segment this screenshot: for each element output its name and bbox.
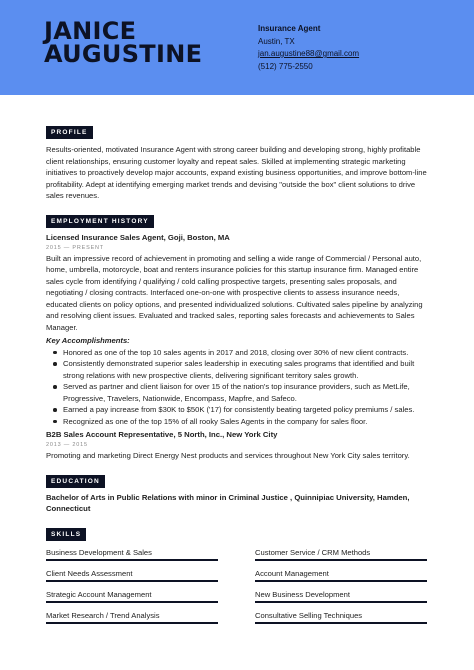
contact-block	[258, 23, 359, 73]
skill-bar	[255, 622, 427, 625]
skill-label: Strategic Account Management	[46, 589, 152, 599]
skill-item	[46, 589, 218, 610]
skill-item	[46, 610, 218, 631]
job-dates: 2015 — PRESENT	[46, 244, 104, 251]
skill-item	[46, 547, 218, 568]
profile-text: Results-oriented, motivated Insurance Agent with strong career building and developing strong, highly profitable client relationships, ensuring customer loyalty and repeat sales. Skilled at implementing strategic marketing initiatives to proactively develop major accounts, expand existing business opportunities, and improve bottom-line profitability. Adept at identifying emerging market trends and devising "outside the box" client solutions to drive sales revenues.	[46, 145, 427, 200]
job-title: B2B Sales Account Representative, 5 North, Inc., New York City	[46, 430, 278, 439]
employment-section	[46, 210, 432, 462]
skill-bar	[255, 580, 427, 583]
skill-bar	[46, 601, 218, 604]
job-description: Built an impressive record of achievement in promoting and selling a wide range of Commercial / Personal auto, home, umbrella, motorcycle, boat and renters insurance policies for this startup insurance firm. Managed entire sales cycle from identifying / qualifying / cold calling prospective targets, presenting sales proposals, and negotiating / closing contracts. Interfaced one-on-one with prospective clients to assess insurance needs, educated clients on policy options, and presented individualized solutions. Cultivated sales pipeline by analyzing and resolving client issues. Evaluated and tracked sales, reporting sales forecasts and achievements to Sales Manager.	[46, 253, 423, 332]
phone: (512) 775-2550	[258, 61, 313, 71]
job-dates: 2013 — 2015	[46, 442, 88, 448]
job-entry	[46, 232, 432, 428]
skill-label: Business Development & Sales	[46, 547, 152, 557]
skill-bar	[255, 559, 427, 562]
accomplishment-item: Consistently demonstrated superior sales leadership in executing sales programs that identified and built strong relations with new prospective clients, delivering significant territory sales growth.	[63, 358, 432, 381]
skill-item	[255, 568, 427, 589]
resume-body	[46, 121, 432, 637]
job-description: Promoting and marketing Direct Energy Nest products and services throughout New York City sales territory.	[46, 451, 410, 460]
profile-section	[46, 121, 432, 202]
skill-bar	[255, 601, 427, 604]
last-name: AUGUSTINE	[44, 40, 203, 68]
skill-item	[46, 568, 218, 589]
skills-heading: SKILLS	[46, 528, 86, 541]
employment-heading: EMPLOYMENT HISTORY	[46, 215, 154, 228]
skill-item	[255, 589, 427, 610]
job-entry	[46, 429, 432, 462]
skill-bar	[46, 580, 218, 583]
accomplishment-item: Served as partner and client liaison for over 15 of the nation's top insurance providers, such as MetLife, Progressive, Travelers, Nationwide, Encompass, Mapfre, and Safeco.	[63, 381, 432, 404]
skill-label: New Business Development	[255, 589, 350, 599]
accomplishment-item: Honored as one of the top 10 sales agents in 2017 and 2018, closing over 30% of new client contracts.	[63, 347, 432, 359]
email-link[interactable]: jan.augustine88@gmail.com	[258, 49, 360, 58]
skill-bar	[46, 559, 218, 562]
skill-label: Market Research / Trend Analysis	[46, 610, 160, 620]
skill-item	[255, 610, 427, 631]
candidate-name	[44, 17, 203, 68]
skill-bar	[46, 622, 218, 625]
education-heading: EDUCATION	[46, 475, 105, 488]
accomplishment-item: Earned a pay increase from $30K to $50K ('17) for consistently beating targeted policy premiums / sales.	[63, 404, 432, 416]
job-title: Licensed Insurance Sales Agent, Goji, Boston, MA	[46, 232, 230, 242]
first-name: JANICE	[44, 17, 137, 45]
skills-grid	[46, 547, 432, 637]
skill-label: Client Needs Assessment	[46, 568, 133, 578]
accomplishments-label: Key Accomplishments:	[46, 336, 130, 345]
location: Austin, TX	[258, 36, 295, 46]
degree: Bachelor of Arts in Public Relations with minor in Criminal Justice , Quinnipiac University, Hamden, Connecticut	[46, 492, 410, 513]
skill-label: Account Management	[255, 568, 329, 578]
accomplishment-item: Recognized as one of the top 15% of all rooky Sales Agents in the company for sales floor.	[63, 416, 432, 428]
skill-label: Consultative Selling Techniques	[255, 610, 363, 620]
accomplishments-list	[46, 347, 432, 428]
skills-section	[46, 523, 432, 637]
skill-label: Customer Service / CRM Methods	[255, 547, 371, 557]
skill-item	[255, 547, 427, 568]
job-role: Insurance Agent	[258, 24, 321, 33]
profile-heading: PROFILE	[46, 126, 93, 139]
resume-header	[0, 0, 474, 95]
education-section	[46, 470, 432, 515]
